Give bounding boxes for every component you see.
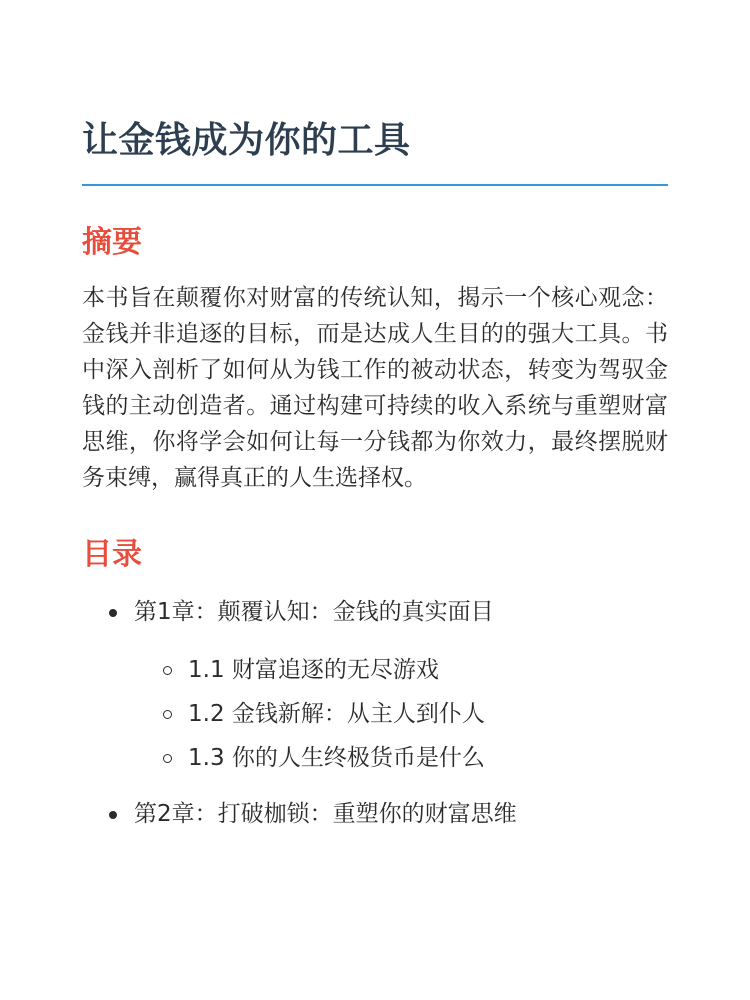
chapter-title: 第1章：颠覆认知：金钱的真实面目 <box>134 599 494 625</box>
page-title: 让金钱成为你的工具 <box>82 120 411 161</box>
table-of-contents <box>82 594 668 832</box>
title-divider <box>82 184 668 186</box>
hollow-bullet-icon <box>163 710 172 719</box>
filled-bullet-icon <box>109 811 117 819</box>
toc-heading: 目录 <box>82 537 142 572</box>
hollow-bullet-icon <box>163 666 172 675</box>
filled-bullet-icon <box>109 609 117 617</box>
section-title: 1.2 金钱新解：从主人到仆人 <box>188 701 485 727</box>
toc-section-1-1 <box>134 652 668 688</box>
chapter-title: 第2章：打破枷锁：重塑你的财富思维 <box>134 801 517 827</box>
chapter-1-sections <box>134 652 668 776</box>
toc-section-1-3 <box>134 740 668 776</box>
toc-chapter-1 <box>82 594 668 776</box>
summary-heading: 摘要 <box>82 225 142 260</box>
section-title: 1.3 你的人生终极货币是什么 <box>188 745 485 771</box>
toc-section-1-2 <box>134 696 668 732</box>
section-title: 1.1 财富追逐的无尽游戏 <box>188 657 439 683</box>
hollow-bullet-icon <box>163 754 172 763</box>
summary-paragraph: 本书旨在颠覆你对财富的传统认知，揭示一个核心观念：金钱并非追逐的目标，而是达成人生目的的强大工具。书中深入剖析了如何从为钱工作的被动状态，转变为驾驭金钱的主动创造者。通过构建可持续的收入系统与重塑财富思维，你将学会如何让每一分钱都为你效力，最终摆脱财务束缚，赢得真正的人生选择权。 <box>82 285 668 491</box>
toc-chapter-2 <box>82 796 668 832</box>
